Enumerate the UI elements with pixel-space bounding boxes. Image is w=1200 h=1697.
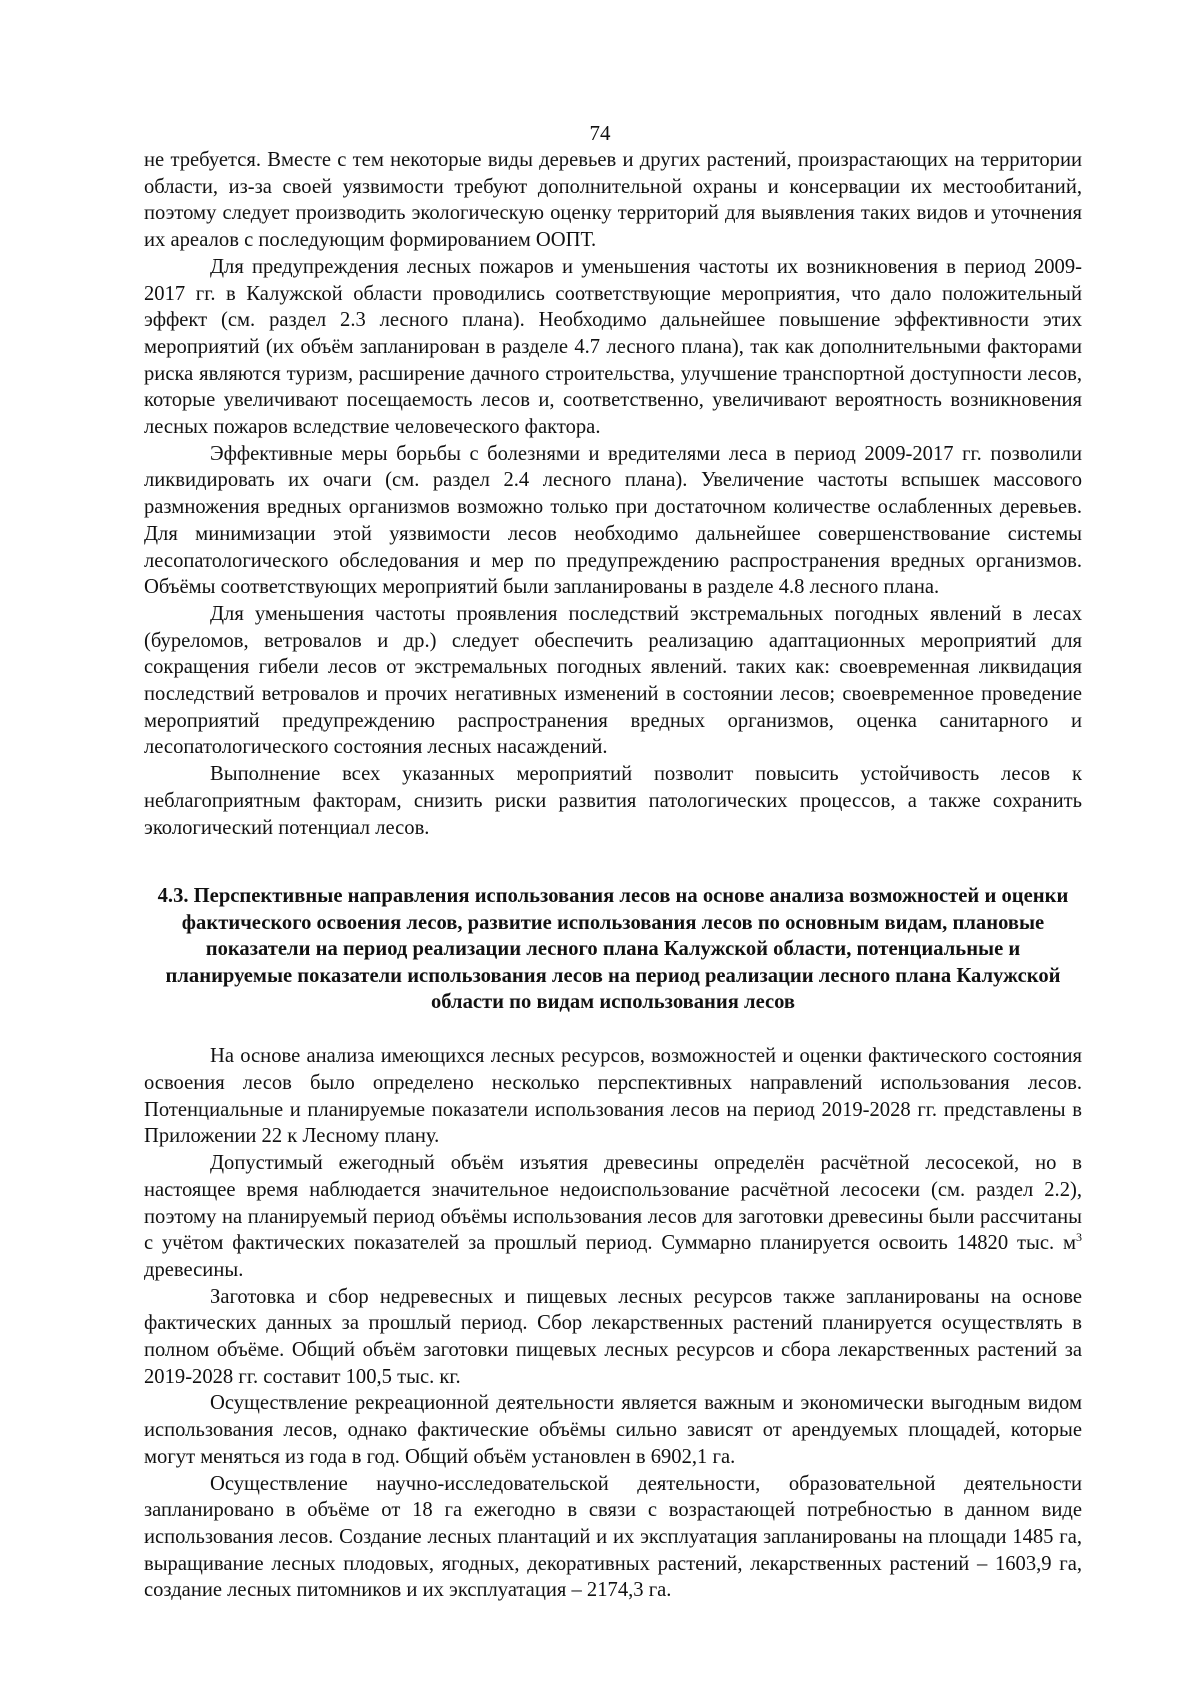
paragraph-recreation: Осуществление рекреационной деятельности является важным и экономически выгодным видом использования лесов, однако фактические объёмы сильно зависят от арендуемых площадей, которые могут меняться из года в год. Общий объём установлен в 6902,1 га. [144, 1392, 1082, 1468]
section-heading-4-3: 4.3. Перспективные направления использования лесов на основе анализа возможностей и оценки фактического освоения лесов, развитие использования лесов по основным видам, плановые показатели на период реализации лесного плана Калужской области, потенциальные и планируемые показатели использования лесов на период реализации лесного плана Калужской области по видам использования лесов [157, 885, 1069, 1013]
page-content [144, 147, 1082, 1604]
heading-spacer [144, 1015, 1082, 1043]
paragraph-pest-control: Эффективные меры борьбы с болезнями и вредителями леса в период 2009-2017 гг. позволили ликвидировать их очаги (см. раздел 2.4 лесного плана). Увеличение частоты вспышек массового размножения вредных организмов возможно только при достаточном количестве ослабленных деревьев. Для минимизации этой уязвимости лесов необходимо дальнейшее совершенствование системы лесопатологического обследования и мер по предупреждению распространения вредных организмов. Объёмы соответствующих мероприятий были запланированы в разделе 4.8 лесного плана. [144, 442, 1082, 599]
paragraph-timber-harvest [144, 1150, 1082, 1284]
paragraph-weather-events: Для уменьшения частоты проявления последствий экстремальных погодных явлений в лесах (буреломов, ветровалов и др.) следует обеспечить реализацию адаптационных мероприятий для сокращения гибели лесов от экстремальных погодных явлений. таких как: своевременная ликвидация последствий ветровалов и прочих негативных изменений в состоянии лесов; своевременное проведение мероприятий предупреждению распространения вредных организмов, оценка санитарного и лесопатологического состояния лесных насаждений. [144, 602, 1082, 759]
paragraph-fire-prevention: Для предупреждения лесных пожаров и уменьшения частоты их возникновения в период 2009-2017 гг. в Калужской области проводились соответствующие мероприятия, что дало положительный эффект (см. раздел 2.3 лесного плана). Необходимо дальнейшее повышение эффективности этих мероприятий (их объём запланирован в разделе 4.7 лесного плана), так как дополнительными факторами риска являются туризм, расширение дачного строительства, улучшение транспортной доступности лесов, которые увеличивают посещаемость лесов и, соответственно, увеличивают вероятность возникновения лесных пожаров вследствие человеческого фактора. [144, 255, 1082, 439]
timber-harvest-text: Допустимый ежегодный объём изъятия древесины определён расчётной лесосекой, но в настоящее время наблюдается значительное недоиспользование расчётной лесосеки (см. раздел 2.2), поэтому на планируемый период объёмы использования лесов для заготовки древесины были рассчитаны с учётом фактических показателей за прошлый период. Суммарно планируется освоить 14820 тыс. м [144, 1152, 1082, 1255]
cubic-superscript: 3 [1076, 1230, 1082, 1245]
page-number: 74 [589, 121, 611, 145]
timber-harvest-tail: древесины. [144, 1258, 244, 1281]
paragraph-summary: Выполнение всех указанных мероприятий позволит повысить устойчивость лесов к неблагоприятным факторам, снизить риски развития патологических процессов, а также сохранить экологический потенциал лесов. [144, 763, 1082, 839]
paragraph-non-timber: Заготовка и сбор недревесных и пищевых лесных ресурсов также запланированы на основе фактических данных за прошлый период. Сбор лекарственных растений планируется осуществлять в полном объёме. Общий объём заготовки пищевых лесных ресурсов и сбора лекарственных растений за 2019-2028 гг. составит 100,5 тыс. кг. [144, 1285, 1082, 1388]
paragraph-research: Осуществление научно-исследовательской деятельности, образовательной деятельности запланировано в объёме от 18 га ежегодно в связи с возрастающей потребностью в данном виде использования лесов. Создание лесных плантаций и их эксплуатация запланированы на площади 1485 га, выращивание лесных плодовых, ягодных, декоративных растений, лекарственных растений – 1603,9 га, создание лесных питомников и их эксплуатация – 2174,3 га. [144, 1472, 1082, 1602]
paragraph-prospects: На основе анализа имеющихся лесных ресурсов, возможностей и оценки фактического состояния освоения лесов было определено несколько перспективных направлений использования лесов. Потенциальные и планируемые показатели использования лесов на период 2019-2028 гг. представлены в Приложении 22 к Лесному плану. [144, 1045, 1082, 1148]
paragraph-continuation: не требуется. Вместе с тем некоторые виды деревьев и других растений, произрастающих на территории области, из-за своей уязвимости требуют дополнительной охраны и консервации их местообитаний, поэтому следует производить экологическую оценку территорий для выявления таких видов и уточнения их ареалов с последующим формированием ООПТ. [144, 149, 1082, 252]
